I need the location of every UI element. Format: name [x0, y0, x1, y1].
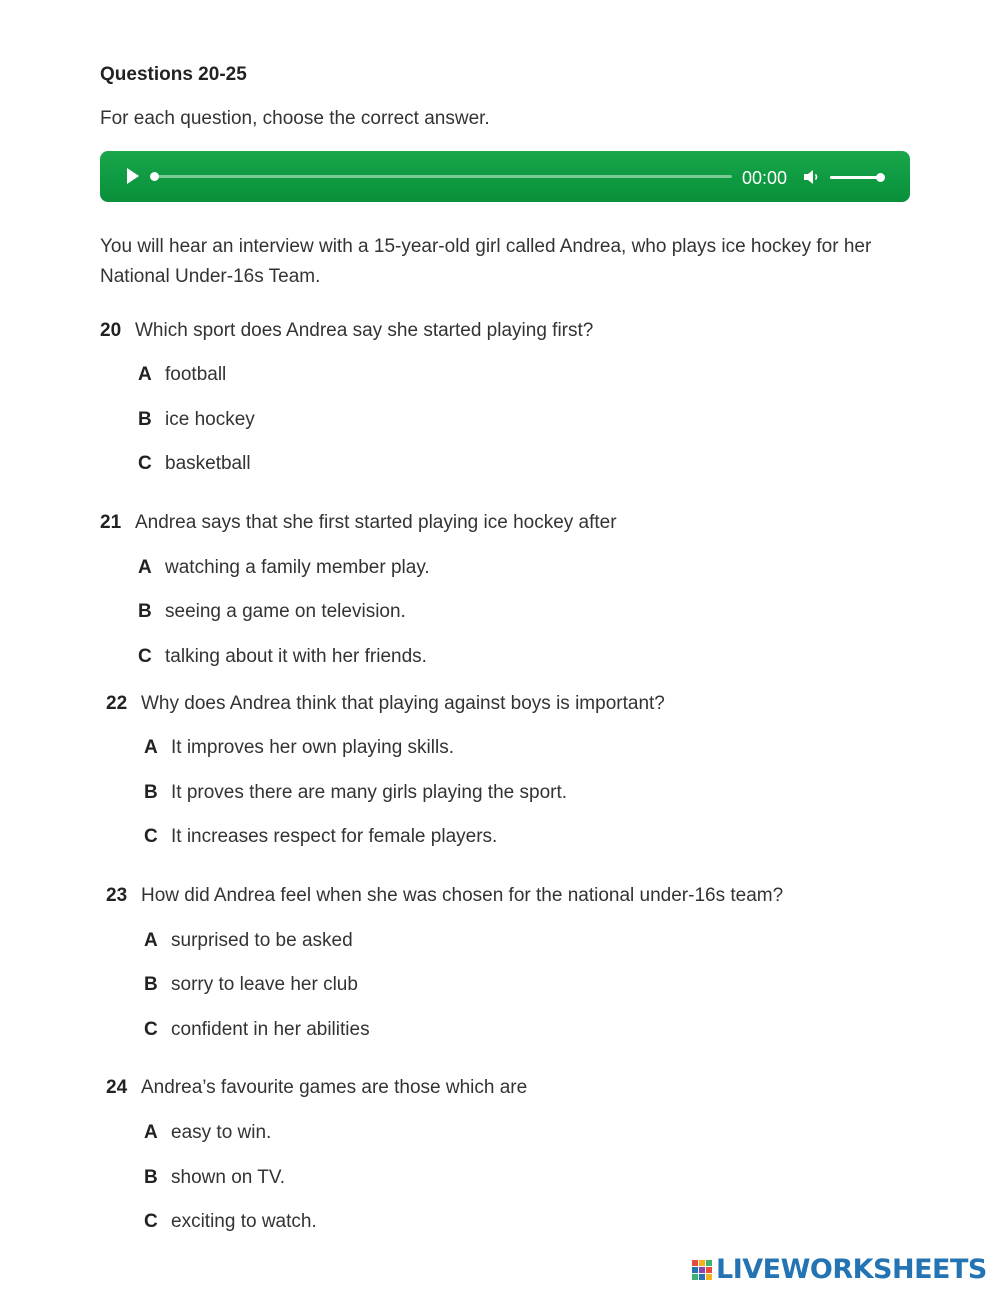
option-letter: B [144, 1167, 158, 1188]
option-letter: C [138, 453, 152, 474]
liveworksheets-logo-icon [692, 1260, 714, 1282]
option-text: shown on TV. [171, 1167, 286, 1188]
question-number: 23 [106, 885, 128, 906]
option-text: exciting to watch. [171, 1211, 317, 1232]
option-letter: B [138, 409, 152, 430]
progress-slider[interactable] [154, 175, 732, 178]
option-letter: C [144, 826, 158, 847]
option-text: seeing a game on television. [165, 601, 406, 622]
question-number: 20 [100, 320, 122, 341]
option-letter: A [138, 557, 152, 578]
play-icon [124, 165, 144, 187]
option-letter: C [144, 1019, 158, 1040]
question-text: Why does Andrea think that playing against boys is important? [141, 693, 665, 714]
page-title: Questions 20-25 [100, 64, 247, 85]
option-letter: A [144, 1122, 158, 1143]
option-text: easy to win. [171, 1122, 272, 1143]
volume-icon [802, 167, 822, 187]
option-letter: C [138, 646, 152, 667]
question-text: Andrea says that she first started playing ice hockey after [135, 512, 617, 533]
volume-fill [830, 176, 880, 179]
option-letter: A [144, 930, 158, 951]
option-text: confident in her abilities [171, 1019, 370, 1040]
question-number: 24 [106, 1077, 128, 1098]
option-text: talking about it with her friends. [165, 646, 427, 667]
option-text: It increases respect for female players. [171, 826, 498, 847]
time-readout: 00:00 [742, 168, 788, 188]
option-text: football [165, 364, 227, 385]
option-text: surprised to be asked [171, 930, 353, 951]
option-text: It proves there are many girls playing the sport. [171, 782, 568, 803]
audio-player [100, 151, 910, 202]
volume-handle[interactable] [876, 173, 885, 182]
volume-slider[interactable] [830, 176, 880, 179]
instruction-text: For each question, choose the correct answer. [100, 108, 490, 129]
option-text: watching a family member play. [165, 557, 430, 578]
intro-text: You will hear an interview with a 15-year-old girl called Andrea, who plays ice hockey for her National Under-16s Team. [100, 236, 872, 287]
mute-button[interactable] [802, 167, 822, 187]
option-letter: A [144, 737, 158, 758]
question-number: 22 [106, 693, 128, 714]
option-letter: A [138, 364, 152, 385]
logo-text: LIVEWORKSHEETS [716, 1254, 987, 1285]
question-text: Andrea’s favourite games are those which are [141, 1077, 528, 1098]
option-text: ice hockey [165, 409, 255, 430]
option-letter: B [144, 974, 158, 995]
option-text: sorry to leave her club [171, 974, 358, 995]
play-button[interactable] [124, 165, 144, 187]
option-letter: B [144, 782, 158, 803]
option-letter: C [144, 1211, 158, 1232]
progress-handle[interactable] [150, 172, 159, 181]
option-letter: B [138, 601, 152, 622]
option-text: It improves her own playing skills. [171, 737, 454, 758]
option-text: basketball [165, 453, 251, 474]
question-number: 21 [100, 512, 122, 533]
liveworksheets-logo [692, 1254, 992, 1286]
question-text: Which sport does Andrea say she started playing first? [135, 320, 594, 341]
question-text: How did Andrea feel when she was chosen for the national under-16s team? [141, 885, 784, 906]
